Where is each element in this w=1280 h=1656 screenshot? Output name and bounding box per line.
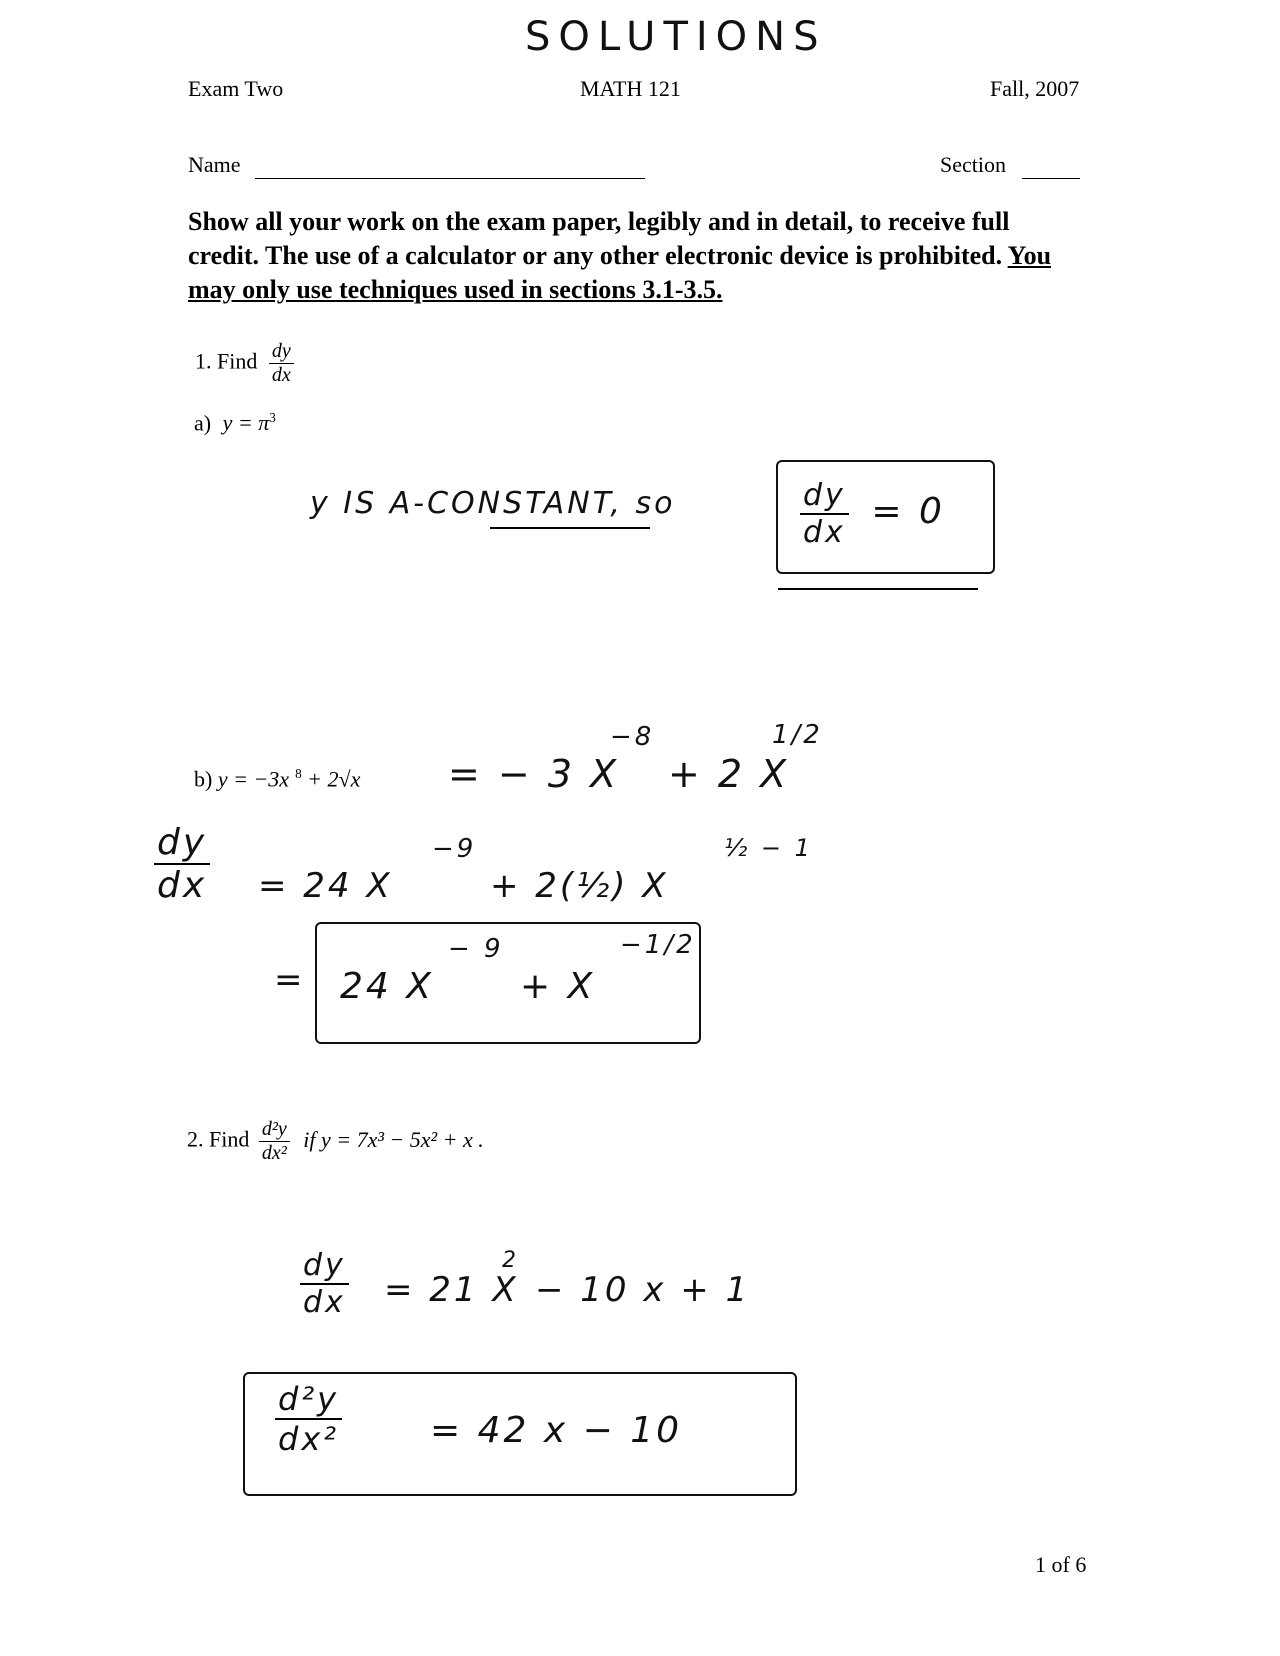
q1b-step1-2: + 2(½) X: [490, 866, 669, 906]
q1a-answer-num: dy: [800, 478, 849, 515]
q2-condition: if y = 7x³ − 5x² + x .: [303, 1126, 484, 1152]
q2-prefix: 2. Find: [187, 1126, 250, 1152]
q1a-label: a): [194, 410, 212, 436]
exam-label: Exam Two: [188, 76, 284, 101]
q1b-answer-exp2: −1/2: [620, 930, 696, 960]
q1b-rewrite-exp2: 1/2: [772, 720, 823, 750]
q1a-answer-den: dx: [803, 515, 846, 550]
q2-first: [300, 1248, 349, 1320]
q1a-work: y IS A-CONSTANT, so: [310, 486, 676, 521]
q1b-lhs-num: dy: [154, 822, 210, 865]
course-label: MATH 121: [580, 76, 681, 101]
q2-deriv-num: d²y: [259, 1118, 290, 1142]
q2-first-den: dx: [303, 1285, 346, 1320]
name-label: Name: [188, 152, 241, 177]
q1b-answer-1: 24 X: [340, 966, 434, 1007]
q2-first-rhs: = 21 X: [384, 1270, 519, 1310]
q1a-exp: 3: [269, 410, 276, 425]
q1-derivative: [269, 340, 294, 387]
section-line: [1022, 178, 1080, 179]
q2-answer-den: dx²: [278, 1420, 340, 1458]
q1-prompt: [195, 340, 294, 387]
instructions-text: Show all your work on the exam paper, legibly and in detail, to receive full credit. The use of a calculator or any other electronic device is prohibited.: [188, 207, 1010, 270]
page-number: 1 of 6: [1035, 1552, 1087, 1577]
q1b-rewrite-2: + 2 X: [668, 752, 790, 796]
q1b-answer-exp1: − 9: [448, 934, 504, 964]
section-label: Section: [940, 152, 1006, 177]
q1b-exp1: 8: [295, 766, 302, 781]
q2-answer-frac: [275, 1380, 342, 1458]
term-label: Fall, 2007: [990, 76, 1080, 101]
q1-deriv-num: dy: [269, 340, 294, 364]
q2-answer-num: d²y: [275, 1380, 342, 1420]
q2-deriv-den: dx²: [261, 1142, 287, 1164]
q2-first-rest: − 10 x + 1: [535, 1270, 751, 1310]
q1a-answer: [800, 478, 945, 550]
q1b-rewrite-exp1: −8: [610, 722, 655, 752]
q1b-lhs: [154, 822, 210, 906]
q2-first-exp: 2: [502, 1248, 519, 1273]
q2-first-num: dy: [300, 1248, 349, 1285]
q1b-rewrite-1: = − 3 X: [448, 752, 620, 796]
constant-underline: [490, 527, 650, 529]
name-line: [255, 178, 645, 179]
q1b-expr2: + 2√x: [307, 766, 361, 792]
q1a-answer-underline: [778, 588, 978, 590]
q1a-expr: y = π: [222, 410, 270, 436]
q1a-answer-frac: [800, 478, 849, 550]
q1a-answer-rhs: = 0: [871, 490, 945, 532]
q1b-step1-exp2: ½ − 1: [724, 834, 813, 862]
instructions: [188, 205, 1068, 307]
instructions-underlined: You may only use techniques used in sections 3.1-3.5.: [188, 241, 1052, 304]
q2-answer-lhs: [275, 1380, 342, 1458]
q1b-step1: = 24 X: [258, 866, 393, 906]
q1b-step1-exp1: −9: [432, 834, 477, 864]
q1b-expr1: y = −3x: [217, 766, 290, 792]
q1-prefix: 1. Find: [195, 348, 258, 374]
q1b-step2-eq: =: [274, 960, 306, 1000]
q1a-prompt: [194, 410, 276, 436]
q1b-answer-2: + X: [520, 966, 596, 1007]
q1-deriv-den: dx: [271, 364, 291, 386]
q1b-lhs-den: dx: [157, 865, 208, 906]
q2-first-frac: [300, 1248, 349, 1320]
q1b-prompt: [194, 766, 360, 792]
q2-prompt: [187, 1118, 484, 1165]
q1b-label: b): [194, 766, 213, 792]
q1b-lhs-frac: [154, 822, 210, 906]
solutions-title: SOLUTIONS: [525, 14, 827, 60]
q2-derivative: [259, 1118, 290, 1165]
q2-answer-rhs: = 42 x − 10: [430, 1410, 683, 1451]
